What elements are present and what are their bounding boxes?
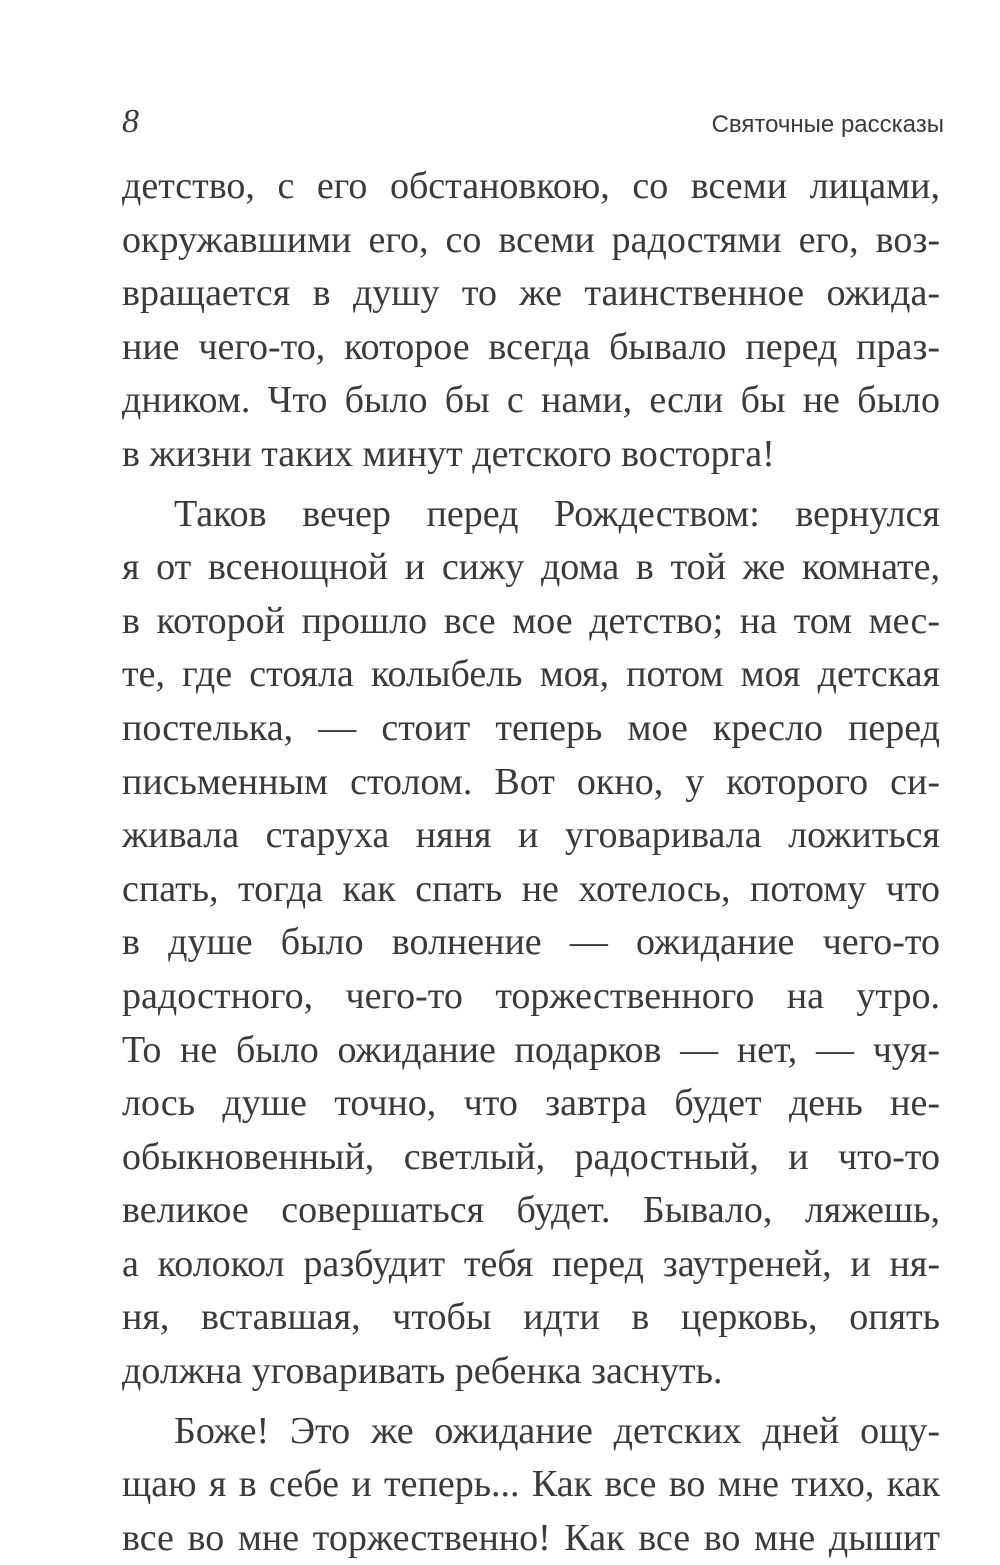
page-header	[122, 103, 944, 143]
running-title: Святочные рассказы	[711, 111, 944, 138]
text-line: живала старуха няня и уговаривала ложиться	[122, 814, 940, 857]
text-line: великое совершаться будет. Бывало, ляжешь,	[122, 1189, 940, 1232]
text-line: вращается в душу то же таинственное ожида-	[122, 272, 940, 315]
text-line: в душе было волнение — ожидание чего-то	[122, 921, 940, 964]
text-line: спать, тогда как спать не хотелось, потому что	[122, 867, 940, 910]
paragraph	[122, 160, 940, 482]
text-line: лось душе точно, что завтра будет день не-	[122, 1082, 940, 1125]
text-line: я от всенощной и сижу дома в той же комнате,	[122, 546, 940, 589]
text-line: детство, с его обстановкою, со всеми лицами,	[122, 165, 940, 207]
text-line: окружавшими его, со всеми радостями его, воз-	[122, 218, 940, 261]
body-text	[122, 160, 940, 1565]
paragraph	[122, 488, 940, 1399]
text-line: письменным столом. Вот окно, у которого си-	[122, 760, 940, 803]
text-line: в которой прошло все мое детство; на том мес-	[122, 599, 940, 642]
text-line: щаю я в себе и теперь... Как все во мне тихо, как	[122, 1463, 940, 1506]
text-line: в жизни таких минут детского восторга!	[122, 432, 775, 475]
text-line: обыкновенный, светлый, радостный, и что-то	[122, 1135, 940, 1178]
text-line: должна уговаривать ребенка заснуть.	[122, 1350, 723, 1393]
text-line: ние чего-то, которое всегда бывало перед праз-	[122, 325, 940, 368]
paragraph	[122, 1405, 940, 1565]
text-line: те, где стояла колыбель моя, потом моя детская	[122, 653, 940, 696]
text-line: Таков вечер перед Рождеством: вернулся	[174, 492, 940, 535]
text-line: все во мне торжественно! Как все во мне дышит	[122, 1516, 940, 1559]
page-number: 8	[122, 103, 139, 140]
text-line: Боже! Это же ожидание детских дней ощу-	[174, 1409, 940, 1452]
text-line: постелька, — стоит теперь мое кресло перед	[122, 706, 940, 749]
text-line: ня, вставшая, чтобы идти в церковь, опять	[122, 1296, 940, 1339]
text-line: а колокол разбудит тебя перед заутреней, и ня-	[122, 1242, 940, 1285]
text-line: дником. Что было бы с нами, если бы не было	[122, 379, 940, 422]
text-line: То не было ожидание подарков — нет, — чуя-	[122, 1028, 940, 1071]
text-line: радостного, чего-то торжественного на утро.	[122, 974, 940, 1017]
